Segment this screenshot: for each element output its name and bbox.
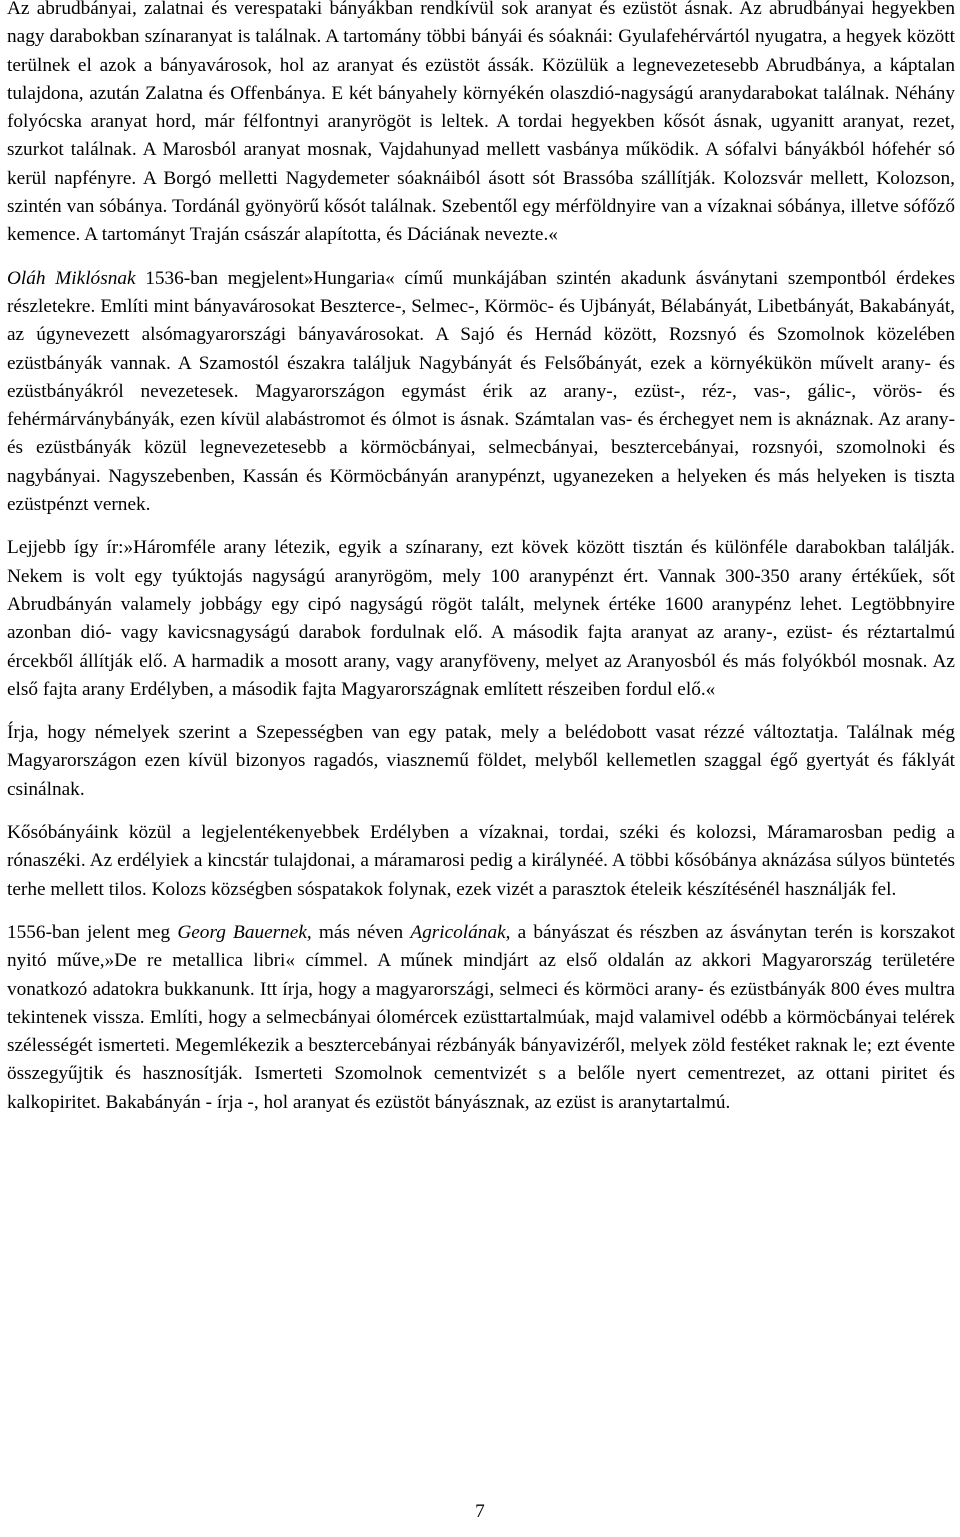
paragraph-2 (7, 265, 955, 520)
author-name-agricola: Agricolának (410, 921, 506, 943)
paragraph-1 (7, 0, 955, 250)
paragraph-2-text: 1536-ban megjelent»Hungaria« című munkájában szintén akadunk ásványtani szempontból érdekes részletekre. Említi mint bányavárosokat Beszterce-, Selmec-, Körmöc- és Ujbányát, Bélabányát, Libetbányát, Bakabányát, az úgynevezett alsómagyarországi bányavárosokat. A Sajó és Hernád között, Rozsnyó és Szomolnok közelében ezüstbányák vannak. A Szamostól északra találjuk Nagybányát és Felsőbányát, ezek a környékükön művelt arany- és ezüstbányákról nevezetesek. Magyarországon egymást érik az arany-, ezüst-, réz-, vas-, gálic-, vörös- és fehérmárványbányák, ezen kívül alabástromot és ólmot is ásnak. Számtalan vas- és érchegyet nem is aknáznak. Az arany- és ezüstbányák közül legnevezetesebb a körmöcbányai, selmecbányai, besztercebányai, rozsnyói, szomolnoki és nagybányai. Nagyszebenben, Kassán és Körmöcbányán aranypénzt, ugyanezeken a helyeken és más helyeken is tiszta ezüstpénzt vernek. (7, 267, 955, 516)
paragraph-5-text: Kősóbányáink közül a legjelentékenyebbek Erdélyben a vízaknai, tordai, széki és kolozsi, Máramarosban pedig a rónaszéki. Az erdélyiek a kincstár tulajdonai, a máramarosi pedig a királynéé. A többi kősóbánya aknázása súlyos büntetés terhe mellett tilos. Kolozs községben sóspatakok folynak, ezek vizét a parasztok ételeik készítésénél használják fel. (7, 822, 955, 900)
author-name-olah-miklos: Oláh Miklósnak (7, 267, 136, 289)
paragraph-3 (7, 534, 955, 704)
paragraph-6-text-a: 1556-ban jelent meg (7, 921, 178, 943)
page-number: 7 (475, 1501, 485, 1522)
paragraph-5 (7, 819, 955, 904)
paragraph-6-text-b: , más néven (306, 921, 411, 943)
document-page (7, 0, 955, 1132)
paragraph-3-text: Lejjebb így ír:»Háromféle arany létezik, egyik a színarany, ezt kövek között tisztán és különféle darabokban találják. Nekem is volt egy tyúktojás nagyságú aranyrögöm, mely 100 aranypénzt ért. Vannak 300-350 arany értékűek, sőt Abrudbányán valamely jobbágy egy cipó nagyságú rögöt talált, melynek értéke 1600 aranypénz lehet. Legtöbbnyire azonban dió- vagy kavicsnagyságú darabok fordulnak elő. A második fajta aranyat az arany-, ezüst- és réztartalmú ércekből állítják elő. A harmadik a mosott arany, vagy aranyföveny, melyet az Aranyosból és más folyókból mosnak. Az első fajta arany Erdélyben, a második fajta Magyarországnak említett részeiben fordul elő.« (7, 537, 955, 700)
paragraph-6-text-c: , a bányászat és részben az ásványtan terén is korszakot nyitó műve,»De re metallica libri« címmel. A műnek mindjárt az első oldalán az akkori Magyarország területére vonatkozó adatokra bukkanunk. Itt írja, hogy a magyarországi, selmeci és körmöci arany- és ezüstbányák 800 éves multra tekintenek vissza. Említi, hogy a selmecbányai ólomércek ezüsttartalmúak, majd valamivel odébb a körmöcbányai telérek szélességét ismerteti. Megemlékezik a besztercebányai rézbányák bányavizéről, melyek zöld festéket raknak le; ezt évente összegyűjtik és hasznosítják. Ismerteti Szomolnok cementvizét s a belőle nyert cementrezet, az ottani piritet és kalkopiritet. Bakabányán - írja -, hol aranyat és ezüstöt bányásznak, az ezüst is aranytartalmú. (7, 921, 955, 1113)
paragraph-4-text: Írja, hogy némelyek szerint a Szepességben van egy patak, mely a belédobott vasat rézzé változtatja. Találnak még Magyarországon ezen kívül bizonyos ragadós, viasznemű földet, melyből kellemetlen szaggal égő gyertyát és fáklyát csinálnak. (7, 722, 955, 800)
paragraph-4 (7, 719, 955, 804)
paragraph-6 (7, 919, 955, 1117)
author-name-georg-bauer: Georg Bauernek (177, 921, 307, 943)
paragraph-1-text: Az abrudbányai, zalatnai és verespataki bányákban rendkívül sok aranyat és ezüstöt ásnak. Az abrudbányai hegyekben nagy darabokban színaranyat is találnak. A tartomány többi bányái és sóaknái: Gyulafehérvártól nyugatra, a hegyek között terülnek el azok a bányavárosok, hol az aranyat és ezüstöt ássák. Közülük a legnevezetesebb Abrudbánya, a káptalan tulajdona, azután Zalatna és Offenbánya. E két bányahely környékén olaszdió-nagyságú aranydarabokat találnak. Néhány folyócska aranyat hord, már félfontnyi aranyrögöt is leltek. A tordai hegyekben kősót ásnak, ugyanitt aranyat, rezet, szurkot találnak. A Marosból aranyat mosnak, Vajdahunyad mellett vasbánya működik. A sófalvi bányákból hófehér só kerül napfényre. A Borgó melletti Nagydemeter sóaknáiból ásott sót Brassóba szállítják. Kolozsvár mellett, Kolozson, szintén van sóbánya. Tordánál gyönyörű kősót találnak. Szebentől egy mérföldnyire van a vízaknai sóbánya, illetve sófőző kemence. A tartományt Traján császár alapította, és Dáciának nevezte.« (7, 0, 955, 246)
